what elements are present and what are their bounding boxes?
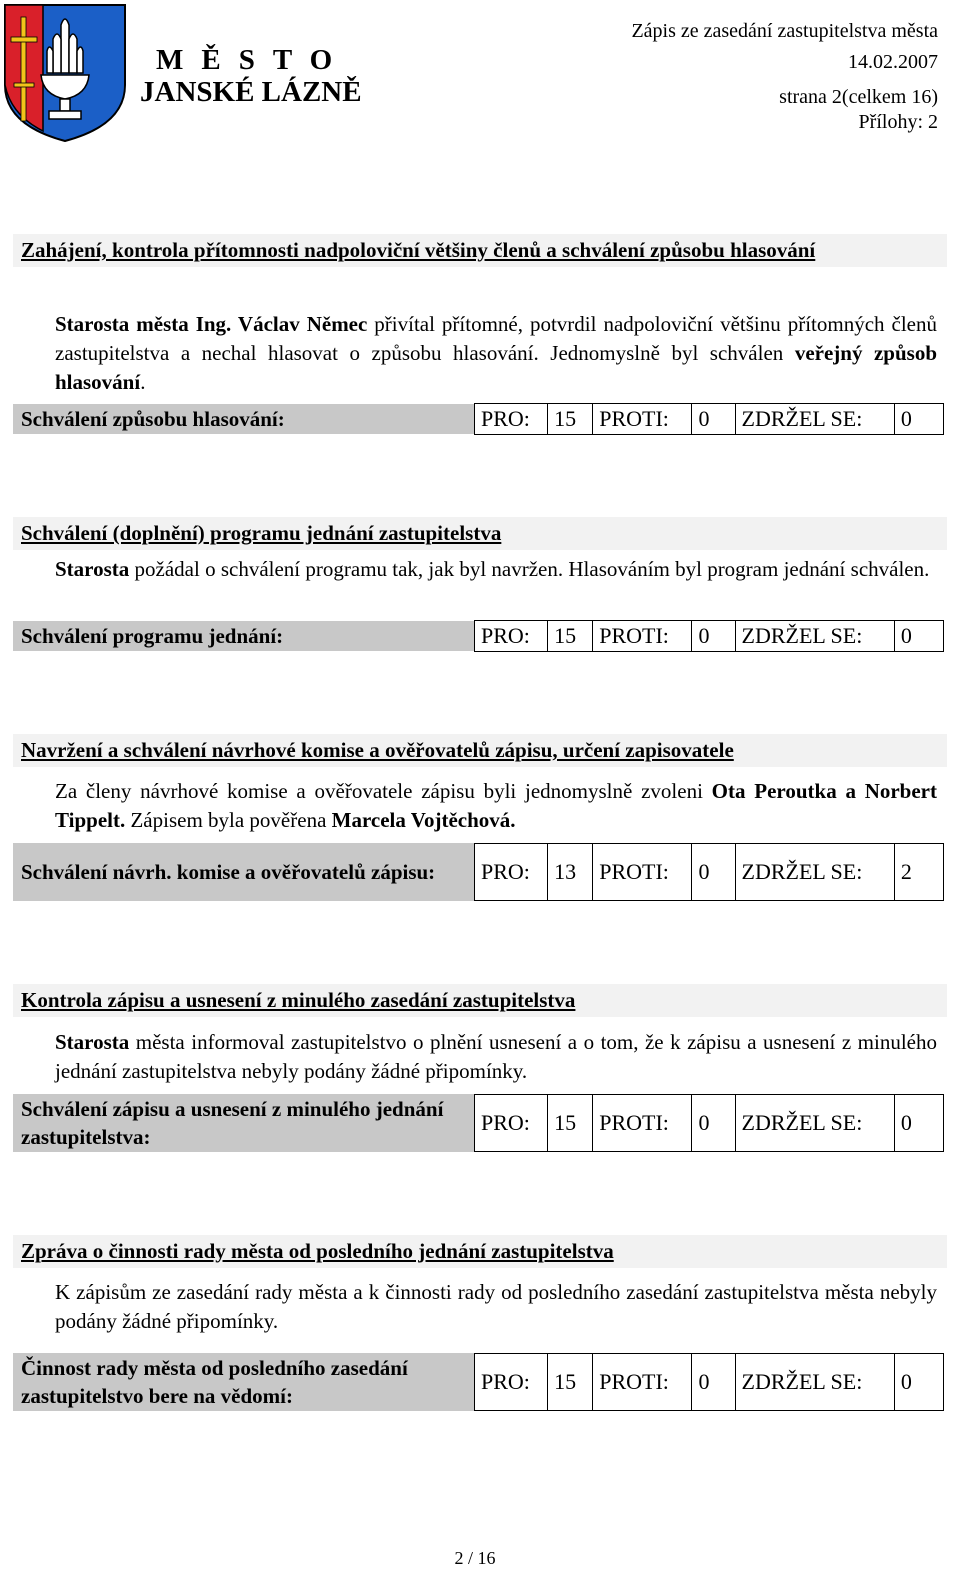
town-name: [140, 44, 362, 108]
vote-proti-label: PROTI:: [593, 1095, 692, 1152]
vote-pro-value: 15: [548, 621, 593, 652]
vote-proti-label: PROTI:: [593, 1354, 692, 1411]
vote-zdrzel-label: ZDRŽEL SE:: [735, 621, 894, 652]
vote-zdrzel-label: ZDRŽEL SE:: [735, 1095, 894, 1152]
vote-zdrzel-value: 0: [894, 621, 943, 652]
vote-proti-value: 0: [692, 1354, 735, 1411]
vote-proti-value: 0: [692, 1095, 735, 1152]
vote-table: [474, 403, 944, 435]
vote-proti-value: 0: [692, 621, 735, 652]
vote-pro-value: 15: [548, 1095, 593, 1152]
page-info: strana 2(celkem 16): [779, 86, 938, 108]
vote-zdrzel-value: 0: [894, 1095, 943, 1152]
doc-date: 14.02.2007: [848, 51, 938, 73]
section-title: Schválení (doplnění) programu jednání zastupitelstva: [13, 517, 947, 550]
vote-pro-label: PRO:: [475, 1095, 548, 1152]
vote-proti-value: 0: [692, 844, 735, 901]
vote-zdrzel-label: ZDRŽEL SE:: [735, 404, 894, 435]
section-paragraph: Starosta požádal o schválení programu tak, jak byl navržen. Hlasováním byl program jednání schválen.: [55, 557, 930, 581]
vote-label: Schválení programu jednání:: [13, 621, 474, 651]
vote-zdrzel-value: 0: [894, 404, 943, 435]
vote-proti-label: PROTI:: [593, 844, 692, 901]
vote-label: Schválení způsobu hlasování:: [13, 404, 474, 434]
vote-table: [474, 1094, 944, 1152]
vote-zdrzel-value: 0: [894, 1354, 943, 1411]
vote-label: Schválení návrh. komise a ověřovatelů zápisu:: [13, 843, 474, 901]
vote-pro-value: 15: [548, 404, 593, 435]
section-paragraph: Starosta města informoval zastupitelstvo o plnění usnesení a o tom, že k zápisu a usnesení z minulého jednání zastupitelstva nebyly podány žádné připomínky.: [55, 1030, 937, 1083]
vote-pro-label: PRO:: [475, 1354, 548, 1411]
vote-zdrzel-value: 2: [894, 844, 943, 901]
section-paragraph: K zápisům ze zasedání rady města a k činnosti rady od posledního zasedání zastupitelstva města nebyly podány žádné připomínky.: [55, 1280, 937, 1333]
vote-pro-value: 15: [548, 1354, 593, 1411]
section-paragraph: Starosta města Ing. Václav Němec přivítal přítomné, potvrdil nadpoloviční většinu přítomných členů zastupitelstva a nechal hlasovat o způsobu hlasování. Jednomyslně byl schválen veřejný způsob hlasování.: [55, 312, 937, 394]
town-name-line2: JANSKÉ LÁZNĚ: [140, 76, 362, 108]
section-title: Navržení a schválení návrhové komise a ověřovatelů zápisu, určení zapisovatele: [13, 734, 947, 767]
vote-zdrzel-label: ZDRŽEL SE:: [735, 1354, 894, 1411]
vote-table: [474, 843, 944, 901]
vote-pro-label: PRO:: [475, 844, 548, 901]
section-title: Zahájení, kontrola přítomnosti nadpoloviční většiny členů a schválení způsobu hlasování: [13, 234, 947, 267]
vote-zdrzel-label: ZDRŽEL SE:: [735, 844, 894, 901]
doc-title: Zápis ze zasedání zastupitelstva města: [631, 20, 938, 42]
vote-table: [474, 1353, 944, 1411]
vote-pro-value: 13: [548, 844, 593, 901]
vote-label: Schválení zápisu a usnesení z minulého jednání zastupitelstva:: [13, 1094, 474, 1152]
section-paragraph: Za členy návrhové komise a ověřovatele zápisu byli jednomyslně zvoleni Ota Peroutka a Norbert Tippelt. Zápisem byla pověřena Marcela Vojtěchová.: [55, 779, 937, 832]
vote-pro-label: PRO:: [475, 404, 548, 435]
document-meta: [631, 16, 938, 138]
section-title: Kontrola zápisu a usnesení z minulého zasedání zastupitelstva: [13, 984, 947, 1017]
vote-label: Činnost rady města od posledního zasedání zastupitelstvo bere na vědomí:: [13, 1353, 474, 1411]
town-name-line1: MĚSTO: [156, 44, 351, 76]
vote-proti-label: PROTI:: [593, 404, 692, 435]
vote-proti-value: 0: [692, 404, 735, 435]
vote-pro-label: PRO:: [475, 621, 548, 652]
vote-proti-label: PROTI:: [593, 621, 692, 652]
attachments-info: Přílohy: 2: [858, 111, 938, 133]
town-coat-of-arms-logo: [3, 3, 127, 143]
page-number: 2 / 16: [454, 1548, 496, 1568]
vote-table: [474, 620, 944, 652]
section-title: Zpráva o činnosti rady města od posledního jednání zastupitelstva: [13, 1235, 947, 1268]
